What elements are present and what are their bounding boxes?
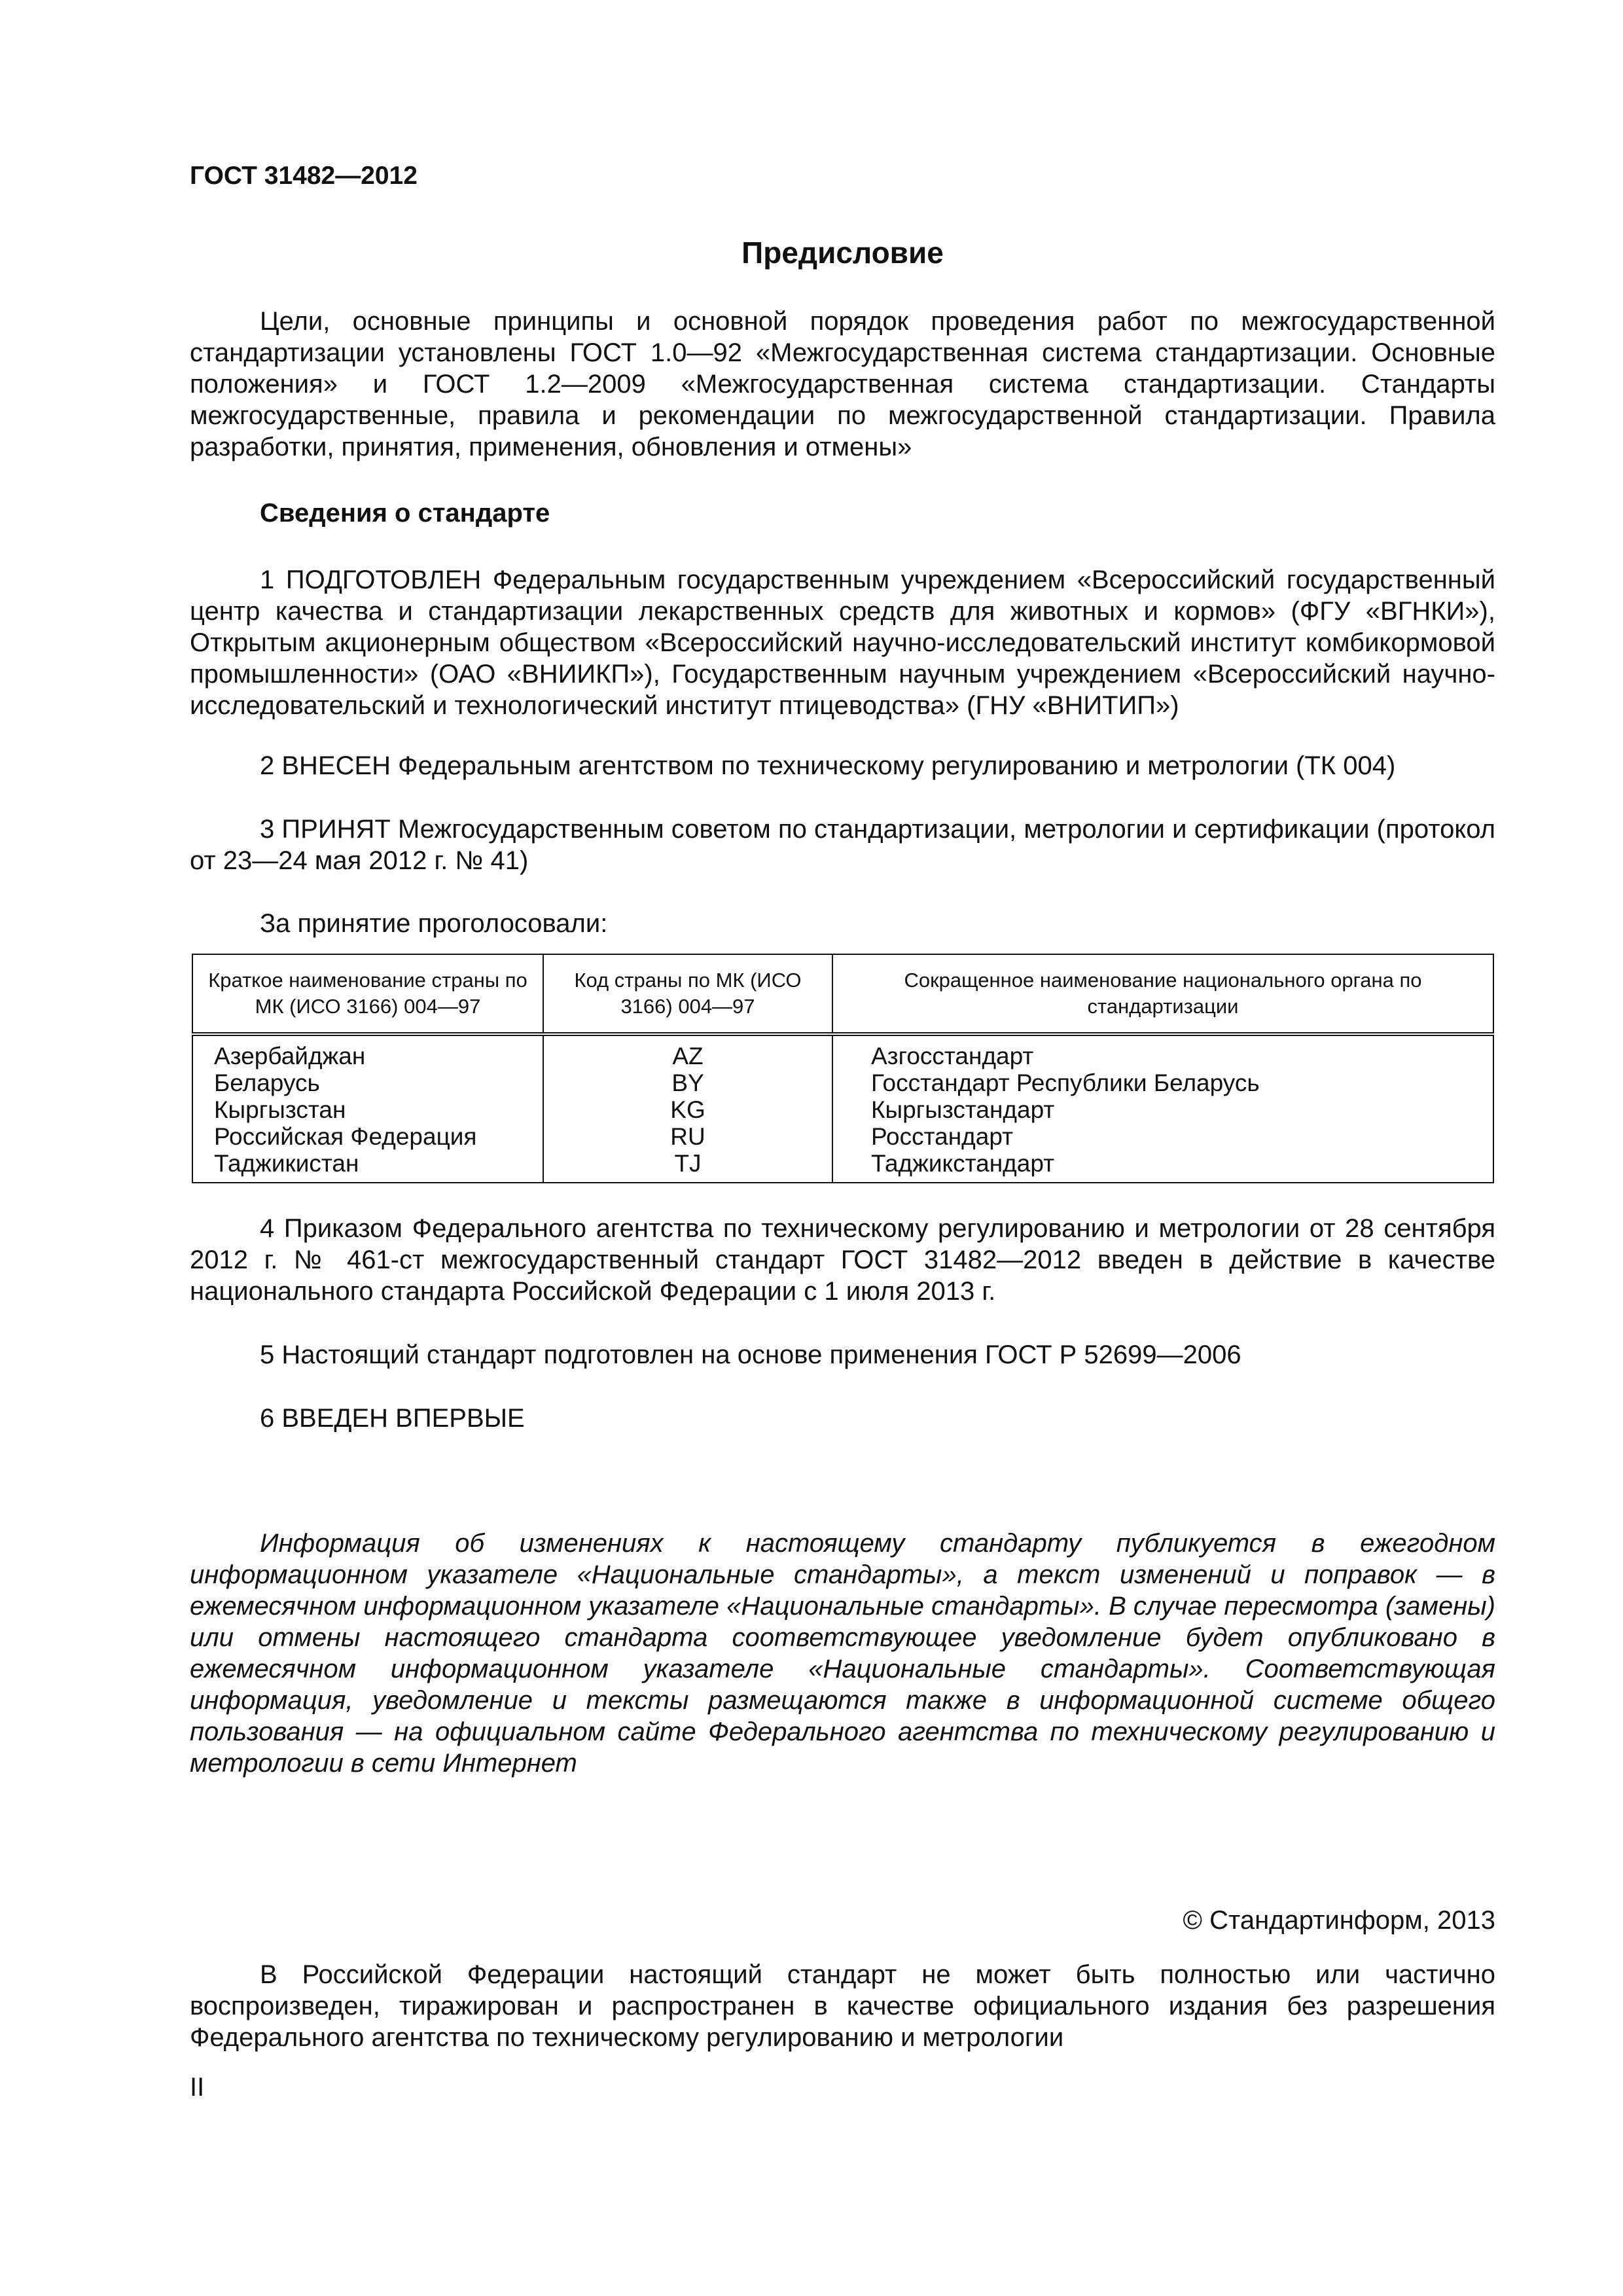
rights-note: В Российской Федерации настоящий стандарт не может быть полностью или частично воспроизведен, тиражирован и распространен в качестве официального издания без разрешения Федерального агентства по техническому регулированию и метрологии xyxy=(190,1960,1495,2052)
voting-table xyxy=(192,954,1494,1183)
copyright-line: © Стандартинформ, 2013 xyxy=(1183,1906,1495,1935)
country-name-cell: Кыргызстан xyxy=(192,1096,543,1123)
header-country-name: Краткое наименование страны по МК (ИСО 3166) 004—97 xyxy=(192,954,543,1034)
item-6-paragraph: 6 ВВЕДЕН ВПЕРВЫЕ xyxy=(260,1404,525,1433)
country-code-cell: RU xyxy=(543,1123,832,1150)
item-2-paragraph: 2 ВНЕСЕН Федеральным агентством по техническому регулированию и метрологии (ТК 004) xyxy=(260,751,1396,780)
document-code: ГОСТ 31482—2012 xyxy=(190,162,418,190)
country-code-cell: BY xyxy=(543,1069,832,1096)
national-body-cell: Росстандарт xyxy=(832,1123,1493,1150)
intro-paragraph: Цели, основные принципы и основной порядок проведения работ по межгосударственной стандартизации установлены ГОСТ 1.0—92 «Межгосударственная система стандартизации. Основные положения» и ГОСТ 1.2—2009 «Межгосударственная система стандартизации. Стандарты межгосударственные, правила и рекомендации по межгосударственной стандартизации. Правила разработки, принятия, применения, обновления и отмены» xyxy=(190,307,1495,461)
table-row xyxy=(192,1123,1493,1150)
page-number: II xyxy=(190,2073,205,2102)
page-title: Предисловие xyxy=(741,236,944,270)
item-4-paragraph: 4 Приказом Федерального агентства по техническому регулированию и метрологии от 28 сентября 2012 г. № 461-ст межгосударственный стандарт ГОСТ 31482—2012 введен в действие в качестве национального стандарта Российской Федерации с 1 июля 2013 г. xyxy=(190,1214,1495,1306)
country-name-cell: Российская Федерация xyxy=(192,1123,543,1150)
document-page xyxy=(190,0,1495,2296)
table-row xyxy=(192,1069,1493,1096)
table-header-row xyxy=(192,954,1493,1034)
country-name-cell: Беларусь xyxy=(192,1069,543,1096)
country-code-cell: TJ xyxy=(543,1150,832,1183)
item-1-paragraph: 1 ПОДГОТОВЛЕН Федеральным государственным учреждением «Всероссийский государственный центр качества и стандартизации лекарственных средств для животных и кормов» (ФГУ «ВГНКИ»), Открытым акционерным обществом «Всероссийский научно-исследовательский институт комбикормовой промышленности» (ОАО «ВНИИКП»), Государственным научным учреждением «Всероссийский научно-исследовательский и технологический институт птицеводства» (ГНУ «ВНИТИП») xyxy=(190,565,1495,720)
country-name-cell: Таджикистан xyxy=(192,1150,543,1183)
table-row xyxy=(192,1034,1493,1069)
national-body-cell: Госстандарт Республики Беларусь xyxy=(832,1069,1493,1096)
header-country-code: Код страны по МК (ИСО 3166) 004—97 xyxy=(543,954,832,1034)
national-body-cell: Азгосстандарт xyxy=(832,1034,1493,1069)
item-5-paragraph: 5 Настоящий стандарт подготовлен на основе применения ГОСТ Р 52699—2006 xyxy=(260,1340,1241,1369)
item-3-paragraph: 3 ПРИНЯТ Межгосударственным советом по стандартизации, метрологии и сертификации (протокол от 23—24 мая 2012 г. № 41) xyxy=(190,815,1495,875)
section-title: Сведения о стандарте xyxy=(260,499,550,528)
vote-caption: За принятие проголосовали: xyxy=(260,909,608,938)
header-national-body: Сокращенное наименование национального органа по стандартизации xyxy=(832,954,1493,1034)
national-body-cell: Кыргызстандарт xyxy=(832,1096,1493,1123)
country-name-cell: Азербайджан xyxy=(192,1034,543,1069)
table-row xyxy=(192,1096,1493,1123)
table-row xyxy=(192,1150,1493,1183)
country-code-cell: AZ xyxy=(543,1034,832,1069)
country-code-cell: KG xyxy=(543,1096,832,1123)
national-body-cell: Таджикстандарт xyxy=(832,1150,1493,1183)
changes-info-note: Информация об изменениях к настоящему стандарту публикуется в ежегодном информационном указателе «Национальные стандарты», а текст изменений и поправок — в ежемесячном информационном указателе «Национальные стандарты». В случае пересмотра (замены) или отмены настоящего стандарта соответствующее уведомление будет опубликовано в ежемесячном информационном указателе «Национальные стандарты». Соответствующая информация, уведомление и тексты размещаются также в информационной системе общего пользования — на официальном сайте Федерального агентства по техническому регулированию и метрологии в сети Интернет xyxy=(190,1529,1495,1778)
